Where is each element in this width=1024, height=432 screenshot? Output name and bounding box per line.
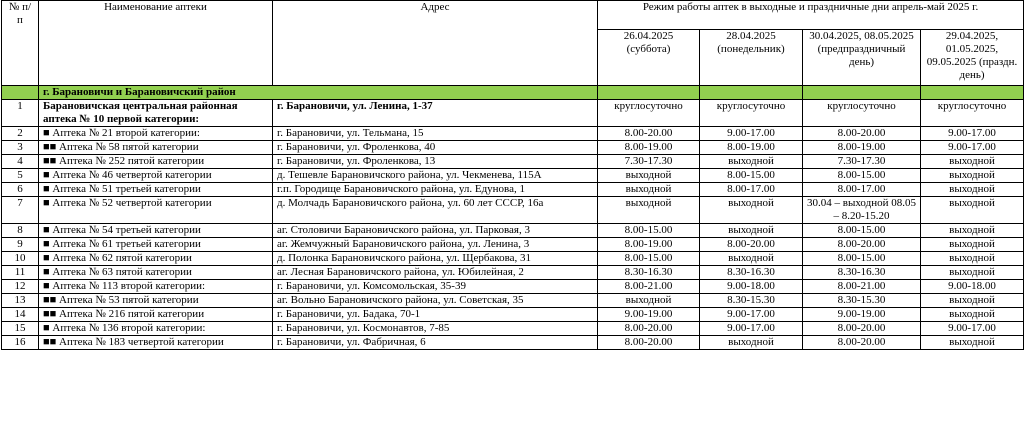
row-number: 5 bbox=[2, 169, 39, 183]
schedule-date-1: 8.00-20.00 bbox=[598, 127, 700, 141]
schedule-date-3: 8.00-20.00 bbox=[803, 127, 921, 141]
row-number: 8 bbox=[2, 224, 39, 238]
col-header-name: Наименование аптеки bbox=[39, 1, 273, 86]
schedule-date-3: 8.00-20.00 bbox=[803, 322, 921, 336]
row-number: 16 bbox=[2, 336, 39, 350]
schedule-date-2: 9.00-17.00 bbox=[700, 322, 803, 336]
row-number: 12 bbox=[2, 280, 39, 294]
schedule-date-3: 9.00-19.00 bbox=[803, 308, 921, 322]
col-header-date-2: 28.04.2025 (понедельник) bbox=[700, 30, 803, 86]
schedule-date-4: 9.00-17.00 bbox=[921, 127, 1024, 141]
schedule-date-1: 9.00-19.00 bbox=[598, 308, 700, 322]
pharmacy-name: ■ Аптека № 51 третьей категории bbox=[39, 183, 273, 197]
pharmacy-address: аг. Жемчужный Барановичского района, ул. Ленина, 3 bbox=[273, 238, 598, 252]
schedule-date-3: 8.00-15.00 bbox=[803, 224, 921, 238]
table-row bbox=[2, 127, 1024, 141]
schedule-date-2: выходной bbox=[700, 197, 803, 224]
pharmacy-address: г. Барановичи, ул. Космонавтов, 7-85 bbox=[273, 322, 598, 336]
table-row bbox=[2, 197, 1024, 224]
schedule-date-2: 9.00-18.00 bbox=[700, 280, 803, 294]
col-header-address: Адрес bbox=[273, 1, 598, 86]
schedule-date-2: выходной bbox=[700, 224, 803, 238]
pharmacy-address: г. Барановичи, ул. Тельмана, 15 bbox=[273, 127, 598, 141]
table-row bbox=[2, 155, 1024, 169]
table-row bbox=[2, 141, 1024, 155]
schedule-date-2: круглосуточно bbox=[700, 100, 803, 127]
schedule-date-4: выходной bbox=[921, 155, 1024, 169]
col-header-regime: Режим работы аптек в выходные и праздничные дни апрель-май 2025 г. bbox=[598, 1, 1024, 30]
pharmacy-name: ■ Аптека № 63 пятой категории bbox=[39, 266, 273, 280]
schedule-date-4: выходной bbox=[921, 294, 1024, 308]
pharmacy-address: д. Молчадь Барановичского района, ул. 60 лет СССР, 16а bbox=[273, 197, 598, 224]
schedule-date-4: 9.00-17.00 bbox=[921, 322, 1024, 336]
pharmacy-name: ■ Аптека № 54 третьей категории bbox=[39, 224, 273, 238]
pharmacy-name: ■■ Аптека № 252 пятой категории bbox=[39, 155, 273, 169]
schedule-date-1: 8.00-15.00 bbox=[598, 224, 700, 238]
schedule-date-4: выходной bbox=[921, 224, 1024, 238]
col-header-num: № п/п bbox=[2, 1, 39, 86]
schedule-date-3: 8.00-17.00 bbox=[803, 183, 921, 197]
pharmacy-address: аг. Столовичи Барановичского района, ул. Парковая, 3 bbox=[273, 224, 598, 238]
row-number: 13 bbox=[2, 294, 39, 308]
col-header-date-4: 29.04.2025, 01.05.2025, 09.05.2025 (праздн. день) bbox=[921, 30, 1024, 86]
pharmacy-name: ■■ Аптека № 216 пятой категории bbox=[39, 308, 273, 322]
schedule-date-1: 8.30-16.30 bbox=[598, 266, 700, 280]
pharmacy-address: г. Барановичи, ул. Бадака, 70-1 bbox=[273, 308, 598, 322]
schedule-date-2: 8.00-15.00 bbox=[700, 169, 803, 183]
pharmacy-address: г. Барановичи, ул. Фроленкова, 13 bbox=[273, 155, 598, 169]
schedule-date-4: выходной bbox=[921, 238, 1024, 252]
schedule-date-1: выходной bbox=[598, 169, 700, 183]
pharmacy-name: ■ Аптека № 46 четвертой категории bbox=[39, 169, 273, 183]
schedule-date-4: выходной bbox=[921, 169, 1024, 183]
schedule-date-1: 7.30-17.30 bbox=[598, 155, 700, 169]
schedule-date-3: 8.00-21.00 bbox=[803, 280, 921, 294]
schedule-date-1: 8.00-19.00 bbox=[598, 141, 700, 155]
schedule-date-3: 8.00-19.00 bbox=[803, 141, 921, 155]
table-row bbox=[2, 336, 1024, 350]
pharmacy-address: г. Барановичи, ул. Фабричная, 6 bbox=[273, 336, 598, 350]
schedule-date-3: 30.04 – выходной 08.05 – 8.20-15.20 bbox=[803, 197, 921, 224]
table-row bbox=[2, 280, 1024, 294]
schedule-date-2: выходной bbox=[700, 155, 803, 169]
schedule-date-4: 9.00-18.00 bbox=[921, 280, 1024, 294]
pharmacy-name: ■■ Аптека № 53 пятой категории bbox=[39, 294, 273, 308]
schedule-date-2: 8.30-16.30 bbox=[700, 266, 803, 280]
schedule-date-2: 8.00-17.00 bbox=[700, 183, 803, 197]
pharmacy-schedule-table bbox=[1, 0, 1024, 350]
schedule-date-3: 8.30-15.30 bbox=[803, 294, 921, 308]
schedule-date-2: 9.00-17.00 bbox=[700, 308, 803, 322]
pharmacy-name: ■ Аптека № 52 четвертой категории bbox=[39, 197, 273, 224]
schedule-date-1: выходной bbox=[598, 183, 700, 197]
schedule-date-3: 8.00-15.00 bbox=[803, 169, 921, 183]
pharmacy-address: д. Тешевле Барановичского района, ул. Чекменева, 115А bbox=[273, 169, 598, 183]
row-number: 1 bbox=[2, 100, 39, 127]
schedule-date-1: 8.00-21.00 bbox=[598, 280, 700, 294]
schedule-date-4: круглосуточно bbox=[921, 100, 1024, 127]
pharmacy-name: ■■ Аптека № 58 пятой категории bbox=[39, 141, 273, 155]
schedule-date-2: 8.30-15.30 bbox=[700, 294, 803, 308]
schedule-date-1: выходной bbox=[598, 197, 700, 224]
schedule-date-1: 8.00-20.00 bbox=[598, 336, 700, 350]
col-header-date-1: 26.04.2025 (суббота) bbox=[598, 30, 700, 86]
pharmacy-name: ■ Аптека № 21 второй категории: bbox=[39, 127, 273, 141]
pharmacy-name: ■ Аптека № 113 второй категории: bbox=[39, 280, 273, 294]
schedule-date-2: 8.00-20.00 bbox=[700, 238, 803, 252]
schedule-date-4: выходной bbox=[921, 252, 1024, 266]
table-row bbox=[2, 238, 1024, 252]
schedule-date-1: выходной bbox=[598, 294, 700, 308]
schedule-date-3: 8.00-20.00 bbox=[803, 238, 921, 252]
schedule-date-2: 9.00-17.00 bbox=[700, 127, 803, 141]
pharmacy-address: аг. Вольно Барановичского района, ул. Советская, 35 bbox=[273, 294, 598, 308]
row-number: 11 bbox=[2, 266, 39, 280]
row-number: 15 bbox=[2, 322, 39, 336]
row-number: 7 bbox=[2, 197, 39, 224]
schedule-date-1: круглосуточно bbox=[598, 100, 700, 127]
schedule-date-4: выходной bbox=[921, 183, 1024, 197]
table-row bbox=[2, 294, 1024, 308]
table-row bbox=[2, 169, 1024, 183]
row-number: 14 bbox=[2, 308, 39, 322]
schedule-date-3: 8.30-16.30 bbox=[803, 266, 921, 280]
table-row bbox=[2, 183, 1024, 197]
pharmacy-address: г. Барановичи, ул. Комсомольская, 35-39 bbox=[273, 280, 598, 294]
row-number: 9 bbox=[2, 238, 39, 252]
schedule-date-1: 8.00-20.00 bbox=[598, 322, 700, 336]
schedule-date-1: 8.00-19.00 bbox=[598, 238, 700, 252]
pharmacy-address: аг. Лесная Барановичского района, ул. Юбилейная, 2 bbox=[273, 266, 598, 280]
col-header-date-3: 30.04.2025, 08.05.2025 (предпраздничный день) bbox=[803, 30, 921, 86]
schedule-date-4: выходной bbox=[921, 308, 1024, 322]
schedule-date-3: 8.00-15.00 bbox=[803, 252, 921, 266]
pharmacy-name: ■ Аптека № 136 второй категории: bbox=[39, 322, 273, 336]
pharmacy-name: ■ Аптека № 61 третьей категории bbox=[39, 238, 273, 252]
schedule-date-2: выходной bbox=[700, 252, 803, 266]
pharmacy-name: ■ Аптека № 62 пятой категории bbox=[39, 252, 273, 266]
schedule-date-2: выходной bbox=[700, 336, 803, 350]
row-number: 10 bbox=[2, 252, 39, 266]
table-row bbox=[2, 252, 1024, 266]
pharmacy-address: г. Барановичи, ул. Фроленкова, 40 bbox=[273, 141, 598, 155]
row-number: 3 bbox=[2, 141, 39, 155]
row-number: 6 bbox=[2, 183, 39, 197]
table-row bbox=[2, 224, 1024, 238]
schedule-date-1: 8.00-15.00 bbox=[598, 252, 700, 266]
pharmacy-address: г. Барановичи, ул. Ленина, 1-37 bbox=[273, 100, 598, 127]
pharmacy-name: ■■ Аптека № 183 четвертой категории bbox=[39, 336, 273, 350]
section-title: г. Барановичи и Барановичский район bbox=[39, 86, 598, 100]
table-row bbox=[2, 100, 1024, 127]
schedule-date-3: круглосуточно bbox=[803, 100, 921, 127]
row-number: 4 bbox=[2, 155, 39, 169]
schedule-date-4: выходной bbox=[921, 336, 1024, 350]
table-row bbox=[2, 308, 1024, 322]
row-number: 2 bbox=[2, 127, 39, 141]
schedule-date-4: 9.00-17.00 bbox=[921, 141, 1024, 155]
schedule-date-2: 8.00-19.00 bbox=[700, 141, 803, 155]
pharmacy-address: д. Полонка Барановичского района, ул. Щербакова, 31 bbox=[273, 252, 598, 266]
pharmacy-address: г.п. Городище Барановичского района, ул. Едунова, 1 bbox=[273, 183, 598, 197]
schedule-date-3: 8.00-20.00 bbox=[803, 336, 921, 350]
schedule-date-3: 7.30-17.30 bbox=[803, 155, 921, 169]
schedule-date-4: выходной bbox=[921, 197, 1024, 224]
pharmacy-name: Барановичская центральная районная аптека № 10 первой категории: bbox=[39, 100, 273, 127]
schedule-date-4: выходной bbox=[921, 266, 1024, 280]
table-row bbox=[2, 322, 1024, 336]
table-row bbox=[2, 266, 1024, 280]
